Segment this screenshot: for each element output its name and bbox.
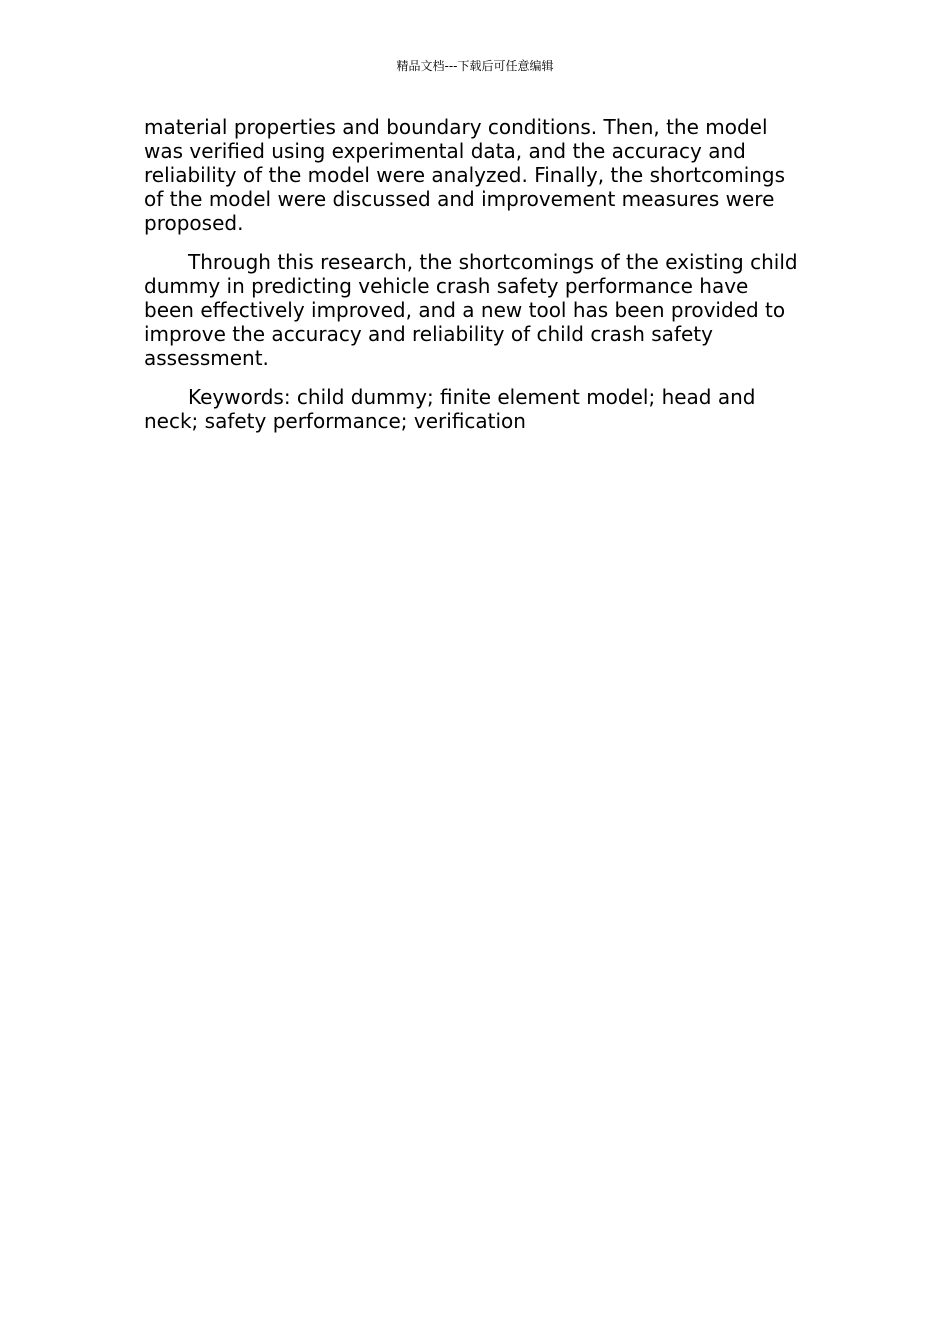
paragraph-keywords: Keywords: child dummy; finite element model; head and neck; safety performance; verification (144, 385, 756, 433)
paragraph-conclusion: Through this research, the shortcomings of the existing child dummy in predicting vehicle crash safety performance have been effectively improved, and a new tool has been provided to improve the accuracy and reliability of child crash safety assessment. (144, 250, 798, 370)
paragraph-continuation: material properties and boundary conditions. Then, the model was verified using experimental data, and the accuracy and reliability of the model were analyzed. Finally, the shortcomings of the model were discussed and improvement measures were proposed. (144, 115, 786, 235)
page-header: 精品文档---下载后可任意编辑 (396, 59, 554, 73)
document-body (144, 115, 804, 448)
